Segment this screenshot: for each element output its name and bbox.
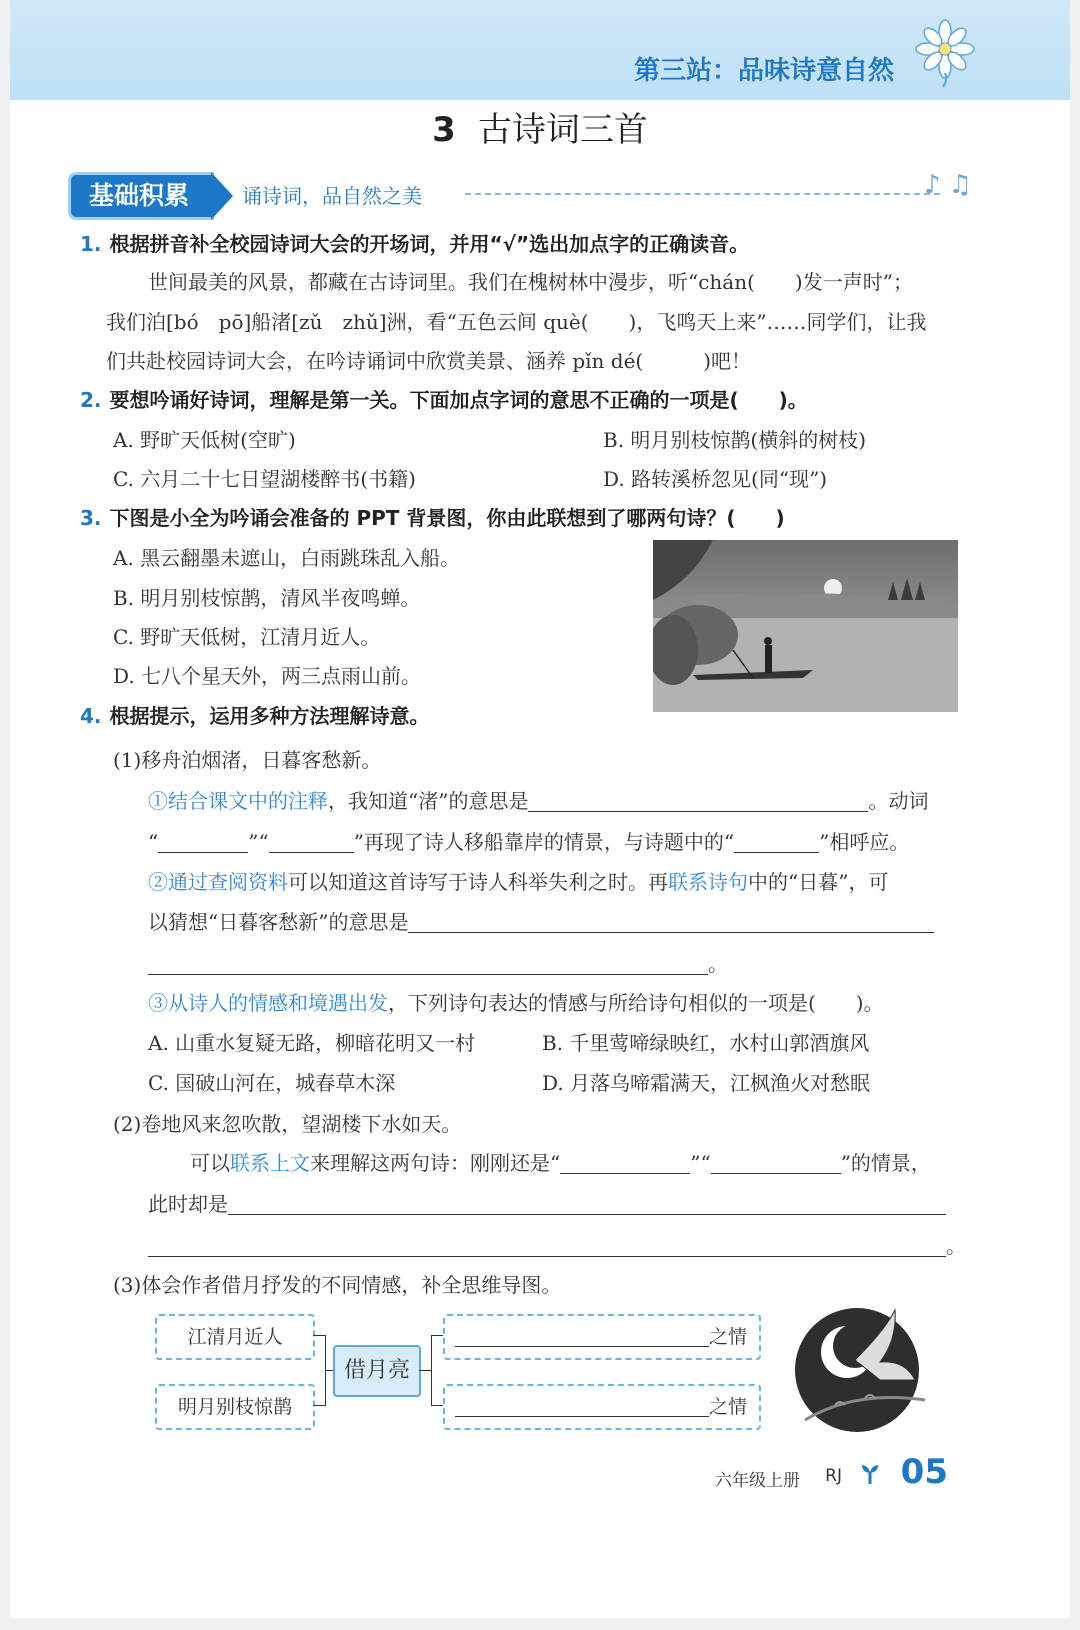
lesson-title: 3 古诗词三首 [432,110,648,150]
answer-blank[interactable] [455,1397,709,1417]
section-tag: 基础积累 [68,172,214,220]
mindmap-left-1: 江清月近人 [155,1314,315,1360]
mindmap-right-1: 之情 [443,1314,761,1360]
answer-blank[interactable] [269,832,354,853]
section-subtitle: 诵诗词，品自然之美 [242,184,422,208]
answer-blank[interactable] [228,1194,946,1215]
q4-part1-c-option-d: D. 月落乌啼霜满天，江枫渔火对愁眠 [542,1071,871,1095]
answer-blank[interactable] [455,1327,709,1347]
q4-part1-b-line3: 。 [148,948,728,977]
question-4: 4. 根据提示，运用多种方法理解诗意。 [80,704,430,728]
answer-blank[interactable] [148,954,708,975]
q4-part1-c: ③从诗人的情感和境遇出发，下列诗句表达的情感与所给诗句相似的一项是( )。 [148,991,884,1015]
answer-blank[interactable] [711,1153,841,1174]
q1-line-1: 世间最美的风景，都藏在古诗词里。我们在槐树林中漫步，听“chán( )发一声时”； [148,270,913,294]
connector [431,1335,443,1336]
answer-blank[interactable] [734,832,819,853]
q1-line-3: 们共赴校园诗词大会，在吟诗诵词中欣赏美景、涵养 pǐn dé( )吧！ [106,349,752,373]
q4-part2-title: (2)卷地风来忽吹散，望湖楼下水如天。 [113,1112,462,1136]
q2-option-b: B. 明月别枝惊鹊(横斜的树枝) [603,428,867,452]
mindmap-right-2: 之情 [443,1384,761,1430]
footer-grade: 六年级上册 [715,1471,800,1491]
connector [431,1335,432,1406]
page-number: 05 [900,1452,948,1492]
q4-part1-c-option-b: B. 千里莺啼绿映红，水村山郭酒旗风 [542,1031,870,1055]
q2-option-d: D. 路转溪桥忽见(同“现”) [603,467,828,491]
question-2: 2. 要想吟诵好诗词，理解是第一关。下面加点字词的意思不正确的一项是( )。 [80,388,808,412]
q4-part1-a-line2: “ ”“ ”再现了诗人移船靠岸的情景，与诗题中的“ ”相呼应。 [148,830,910,854]
q4-part1-b-line2: 以猜想“日暮客愁新”的意思是 [148,906,934,935]
ppt-background-image [653,540,958,712]
mindmap-left-2: 明月别枝惊鹊 [155,1384,315,1430]
answer-blank[interactable] [408,912,934,933]
q3-option-a: A. 黑云翻墨未遮山，白雨跳珠乱入船。 [113,546,461,570]
q3-option-c: C. 野旷天低树，江清月近人。 [113,625,381,649]
moon-bird-icon [785,1300,935,1440]
q4-part3-title: (3)体会作者借月抒发的不同情感，补全思维导图。 [113,1273,562,1297]
answer-blank[interactable] [560,1153,690,1174]
q4-part1-c-option-c: C. 国破山河在，城春草木深 [148,1071,396,1095]
connector [419,1370,431,1371]
q4-part1-c-option-a: A. 山重水复疑无路，柳暗花明又一村 [148,1031,476,1055]
q4-part2-line2: 此时却是 [148,1188,946,1217]
question-1: 1. 根据拼音补全校园诗词大会的开场词，并用“√”选出加点字的正确读音。 [80,232,750,256]
answer-blank[interactable] [528,791,868,812]
connector [325,1370,333,1371]
q2-option-c: C. 六月二十七日望湖楼醉书(书籍) [113,467,416,491]
q4-part1-a: ①结合课文中的注释，我知道“渚”的意思是 。动词 [148,789,929,813]
flower-icon [910,18,980,88]
answer-blank[interactable] [148,1236,946,1257]
music-note-icon: ♪ ♫ [923,170,972,200]
answer-blank[interactable] [158,832,248,853]
station-title: 第三站：品味诗意自然 [633,56,894,86]
connector [313,1335,325,1336]
sprout-icon [860,1462,880,1486]
question-3: 3. 下图是小全为吟诵会准备的 PPT 背景图，你由此联想到了哪两句诗？( ) [80,506,785,530]
q2-option-a: A. 野旷天低树(空旷) [113,428,296,452]
connector [313,1405,325,1406]
mindmap-center: 借月亮 [333,1345,421,1397]
page [10,0,1070,1618]
q4-part1-b: ②通过查阅资料可以知道这首诗写于诗人科举失利之时。再联系诗句中的“日暮”，可 [148,870,889,894]
footer-edition: RJ [825,1466,842,1486]
q4-part2-line1: 可以联系上文来理解这两句诗：刚刚还是“ ”“ ”的情景， [190,1151,931,1175]
q3-option-b: B. 明月别枝惊鹊，清风半夜鸣蝉。 [113,586,421,610]
q1-line-2: 我们泊[bó pō]船渚[zǔ zhǔ]洲，看“五色云间 què( )，飞鸣天上来”……同学们，让我 [106,310,927,334]
q3-option-d: D. 七八个星天外，两三点雨山前。 [113,664,422,688]
section-divider [465,193,940,195]
q4-part2-line3: 。 [148,1230,966,1259]
connector [431,1405,443,1406]
q4-part1-title: (1)移舟泊烟渚，日暮客愁新。 [113,748,382,772]
